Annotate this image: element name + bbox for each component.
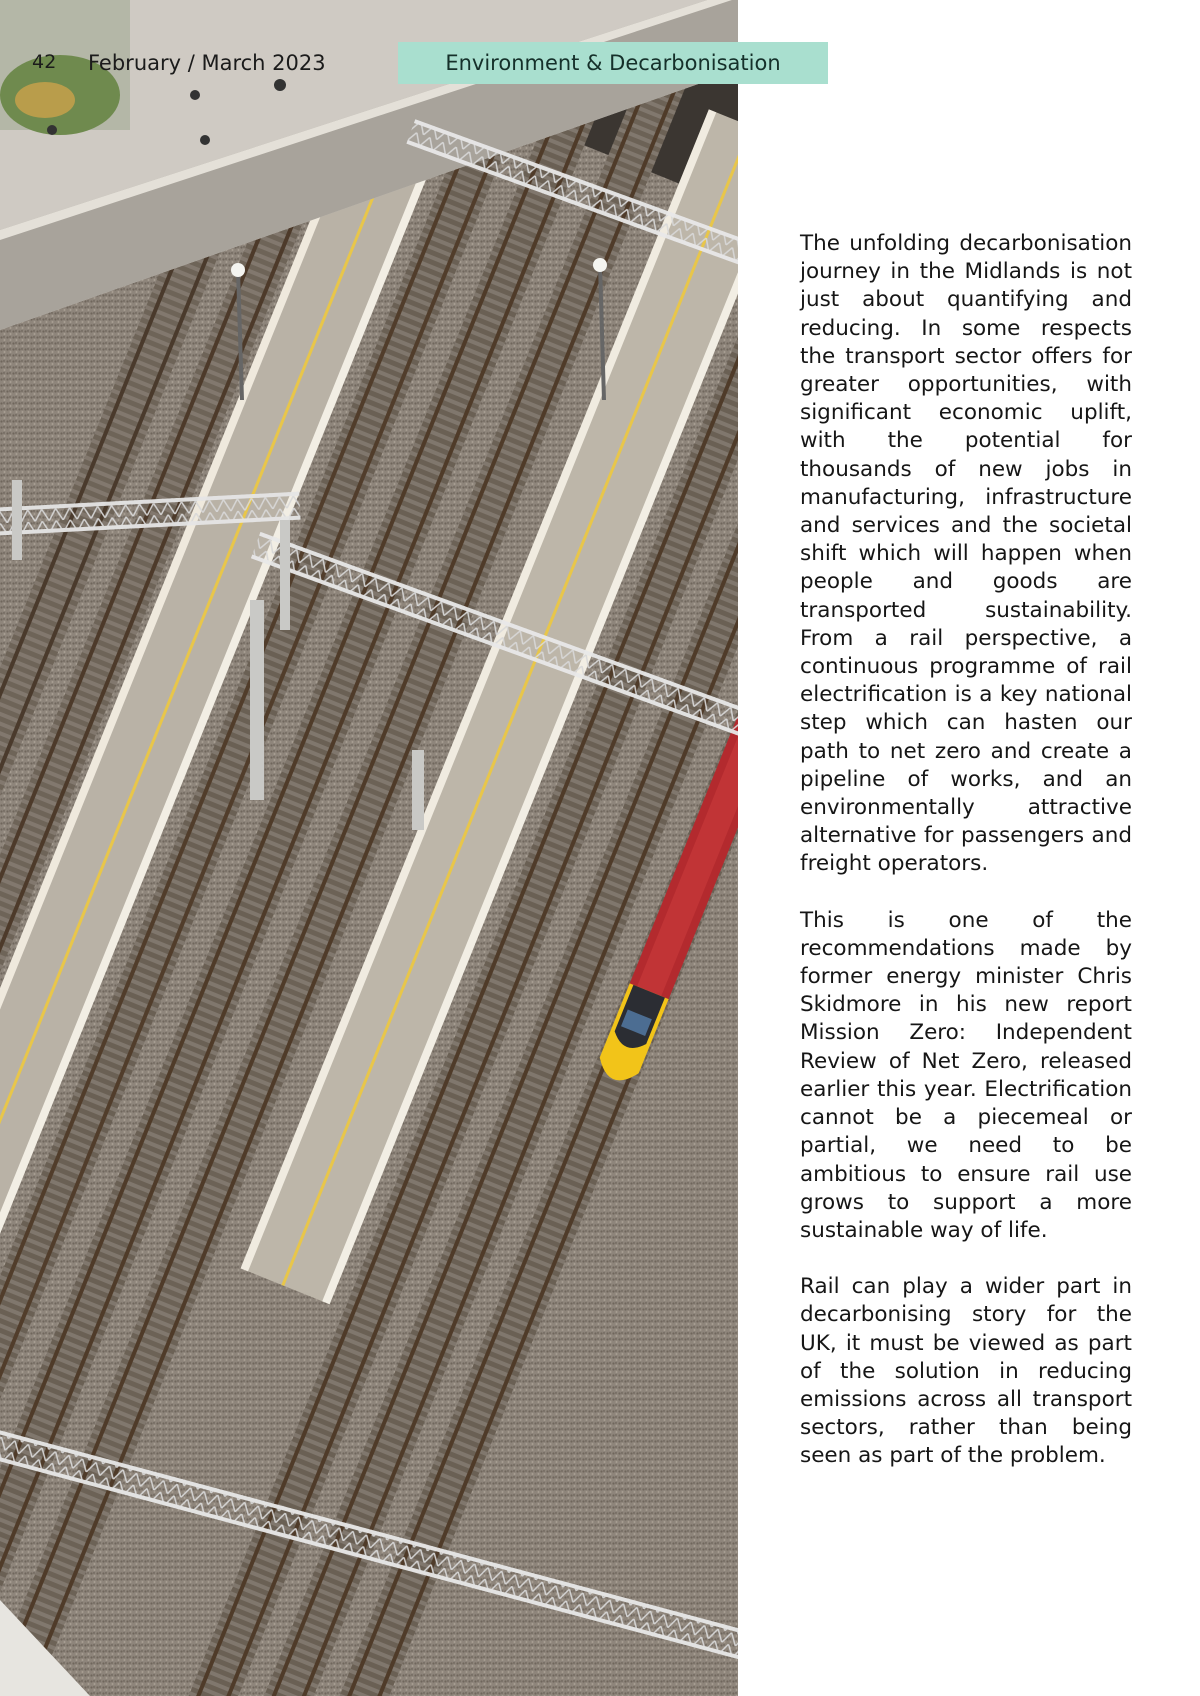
page-number: 42 bbox=[32, 51, 57, 73]
article-paragraph: Rail can play a wider part in decarbonising story for the UK, it must be viewed as part of the solution in reducing emissions across all transport sectors, rather than being seen as part of the problem. bbox=[800, 1274, 1132, 1469]
article-body bbox=[800, 230, 1132, 1499]
section-tag: Environment & Decarbonisation bbox=[398, 42, 828, 84]
article-paragraph: This is one of the recommendations made by former energy minister Chris Skidmore in his new report Mission Zero: Independent Review of Net Zero, released earlier this year. Electrification cannot be a piecemeal or partial, we need to be ambitious to ensure rail use grows to support a more sustainable way of life. bbox=[800, 907, 1132, 1243]
page-header bbox=[0, 42, 830, 84]
issue-date: February / March 2023 bbox=[88, 51, 326, 75]
article-paragraph: The unfolding decarbonisation journey in the Midlands is not just about quantifying and reducing. In some respects the transport sector offers for greater opportunities, with significant economic uplift, with the potential for thousands of new jobs in manufacturing, infrastructure and services and the societal shift which will happen when people and goods are transported sustainability. From a rail perspective, a continuous programme of rail electrification is a key national step which can hasten our path to net zero and create a pipeline of works, and an environmentally attractive alternative for passengers and freight operators. bbox=[800, 231, 1132, 877]
